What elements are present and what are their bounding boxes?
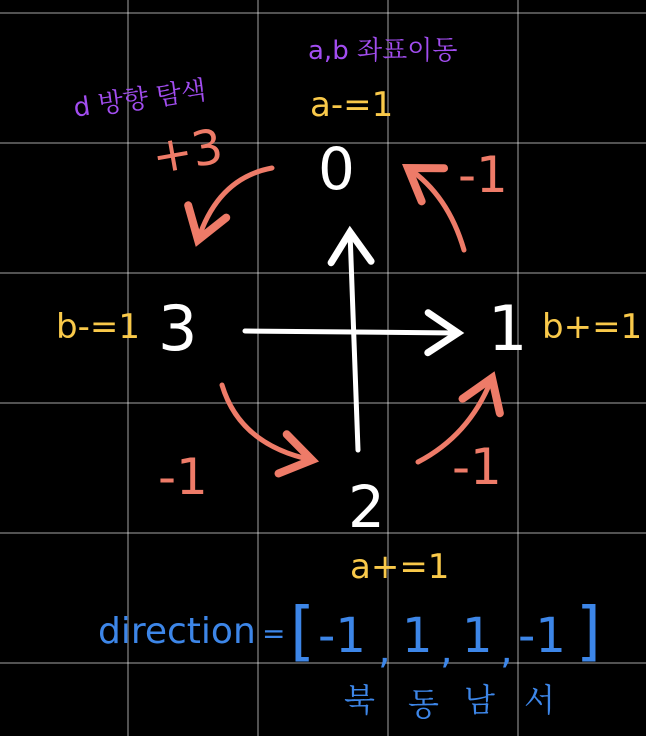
turn-label-plus-3: +3 [147,118,228,186]
direction-open-bracket: [ [290,595,315,669]
vertical-axis-arrow [350,232,358,450]
turn-arrow-west-to-south [222,385,312,460]
node-east: 1 [488,292,528,365]
node-north: 0 [318,135,355,203]
turn-label-bottom-left: -1 [158,448,208,506]
turn-label-bottom-right: -1 [452,438,502,496]
compass-east: 동 [408,685,439,723]
turn-arrow-north-to-west [198,168,272,240]
compass-west: 서 [524,681,555,719]
turn-label-top-right: -1 [458,146,508,204]
coordinate-move-title: a,b 좌표이동 [308,36,458,66]
direction-comma-1: , [378,627,391,673]
node-west: 3 [158,292,198,365]
turn-arrow-east-to-north [408,168,464,250]
direction-comma-3: , [500,627,513,673]
direction-close-bracket: ] [576,595,601,669]
move-north: a-=1 [310,85,394,125]
direction-search-note: d 방향 탐색 [71,75,209,124]
compass-north: 북 [344,681,375,719]
direction-value-east: 1 [402,608,433,664]
horizontal-axis-arrow [245,331,458,333]
move-east: b+=1 [542,307,643,347]
compass-south: 남 [464,681,495,719]
direction-comma-2: , [440,627,453,673]
move-west: b-=1 [56,307,140,347]
direction-value-south: 1 [462,608,493,664]
direction-label: direction [98,611,256,652]
move-south: a+=1 [350,547,450,587]
direction-equals: = [262,617,286,650]
direction-value-north: -1 [318,608,366,664]
direction-value-west: -1 [518,608,566,664]
node-south: 2 [348,473,385,541]
